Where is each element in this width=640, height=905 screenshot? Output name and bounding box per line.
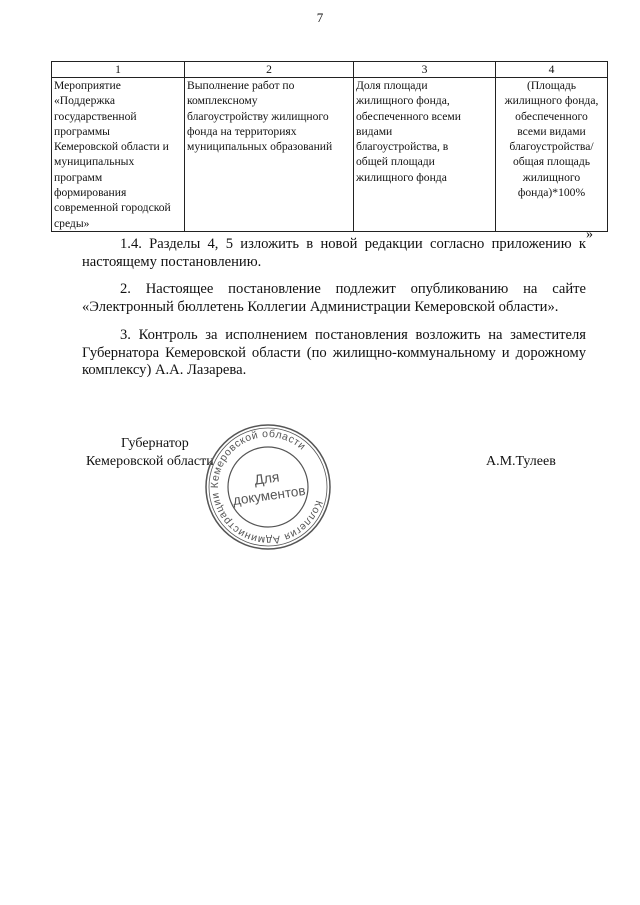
signer-region: Кемеровской области — [86, 454, 214, 469]
signer-title: Губернатор — [121, 436, 189, 451]
table-row — [52, 78, 608, 232]
paragraph-2: 2. Настоящее постановление подлежит опубликованию на сайте «Электронный бюллетень Коллегии Администрации Кемеровской области». — [82, 281, 586, 315]
cell-line: Доля площади — [356, 79, 428, 92]
table-header-cell: 1 — [52, 62, 185, 78]
table-header-cell: 4 — [496, 62, 608, 78]
svg-text:Коллегия Администрации Кемеров — [204, 423, 332, 551]
cell-line: Мероприятие — [54, 79, 121, 92]
cell-line: обеспеченного — [515, 109, 588, 123]
closing-quote: » — [586, 227, 593, 242]
stamp-ring-text: Коллегия Администрации Кемеровской области — [208, 427, 325, 547]
paragraph-3: 3. Контроль за исполнением постановления возложить на заместителя Губернатора Кемеровской области (по жилищно-коммунальному и дорожному комплексу) А.А. Лазарева. — [82, 327, 586, 379]
cell-line: Выполнение работ по — [187, 79, 295, 92]
cell-line: жилищного фонда, — [356, 94, 450, 108]
cell-line: благоустройства/ — [509, 140, 594, 154]
cell-measure-name — [52, 78, 185, 232]
table-header-cell: 3 — [354, 62, 496, 78]
cell-line: среды» — [54, 216, 90, 230]
cell-line: видами — [356, 124, 393, 138]
cell-line: обеспеченного всеми — [356, 109, 461, 123]
cell-line: государственной — [54, 109, 137, 123]
table-header-cell: 2 — [185, 62, 354, 78]
cell-line: формирования — [54, 186, 127, 200]
cell-line: благоустройству жилищного — [187, 109, 329, 123]
cell-line: жилищного фонда, — [504, 94, 599, 108]
stamp-center-text-2: документов — [231, 482, 307, 508]
cell-line: программы — [54, 124, 110, 138]
cell-line: общая площадь — [512, 155, 591, 169]
cell-formula — [496, 78, 608, 232]
official-stamp-icon — [204, 423, 332, 551]
cell-line: современной городской — [54, 201, 171, 215]
cell-work-description — [185, 78, 354, 232]
cell-line: Кемеровской области и — [54, 140, 169, 154]
table-header-row — [52, 62, 608, 78]
signer-name: А.М.Тулеев — [486, 454, 556, 469]
cell-line: муниципальных — [54, 155, 135, 169]
stamp-center-text-1: Для — [253, 468, 281, 488]
cell-line: общей площади — [356, 155, 435, 169]
cell-line: фонда на территориях — [187, 124, 297, 138]
cell-line: жилищного — [522, 170, 581, 184]
page-number: 7 — [316, 10, 324, 25]
cell-line: жилищного фонда — [356, 170, 447, 184]
cell-indicator — [354, 78, 496, 232]
cell-line: всеми видами — [517, 124, 586, 138]
cell-line: муниципальных образований — [187, 140, 333, 154]
indicator-table — [51, 61, 608, 232]
cell-line: программ — [54, 170, 103, 184]
cell-line: фонда)*100% — [517, 186, 586, 200]
cell-line: благоустройства, в — [356, 140, 449, 154]
cell-line: «Поддержка — [54, 94, 115, 108]
cell-line: (Площадь — [526, 79, 577, 92]
cell-line: комплексному — [187, 94, 258, 108]
paragraph-1-4: 1.4. Разделы 4, 5 изложить в новой редакции согласно приложению к настоящему постановлению. — [82, 236, 586, 270]
